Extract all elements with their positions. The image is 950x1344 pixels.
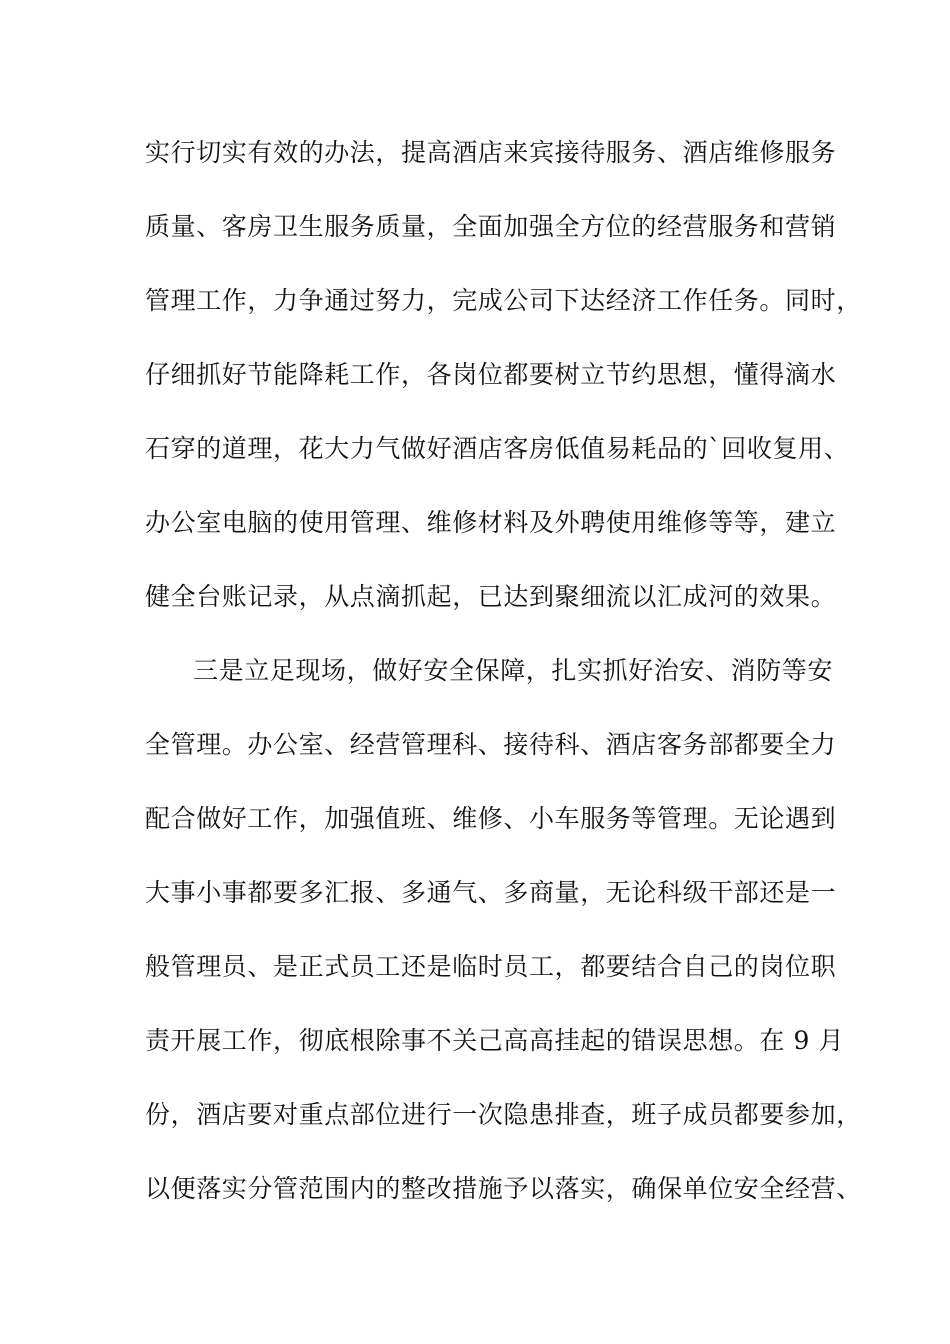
text-line: 责开展工作，彻底根除事不关己高高挂起的错误思想。在 9 月 xyxy=(145,1026,845,1055)
text-line: 石穿的道理，花大力气做好酒店客房低值易耗品的`回收复用、 xyxy=(145,434,850,463)
text-line: 全管理。办公室、经营管理科、接待科、酒店客务部都要全力 xyxy=(145,730,837,759)
text-line: 份，酒店要对重点部位进行一次隐患排查，班子成员都要参加， xyxy=(145,1100,862,1129)
text-line: 管理工作，力争通过努力，完成公司下达经济工作任务。同时， xyxy=(145,286,862,315)
text-line: 质量、客房卫生服务质量，全面加强全方位的经营服务和营销 xyxy=(145,212,837,241)
paragraph-start-line: 三是立足现场，做好安全保障，扎实抓好治安、消防等安 xyxy=(193,656,834,685)
text-line: 大事小事都要多汇报、多通气、多商量，无论科级干部还是一 xyxy=(145,878,837,907)
text-line: 以便落实分管范围内的整改措施予以落实，确保单位安全经营、 xyxy=(145,1174,862,1203)
text-line: 般管理员、是正式员工还是临时员工，都要结合自己的岗位职 xyxy=(145,952,837,981)
text-line: 仔细抓好节能降耗工作，各岗位都要树立节约思想，懂得滴水 xyxy=(145,360,837,389)
text-line: 配合做好工作，加强值班、维修、小车服务等管理。无论遇到 xyxy=(145,804,837,833)
text-line: 办公室电脑的使用管理、维修材料及外聘使用维修等等，建立 xyxy=(145,508,837,537)
body-text xyxy=(145,127,862,1237)
text-line: 健全台账记录，从点滴抓起，已达到聚细流以汇成河的效果。 xyxy=(145,582,837,611)
text-line: 实行切实有效的办法，提高酒店来宾接待服务、酒店维修服务 xyxy=(145,138,837,167)
